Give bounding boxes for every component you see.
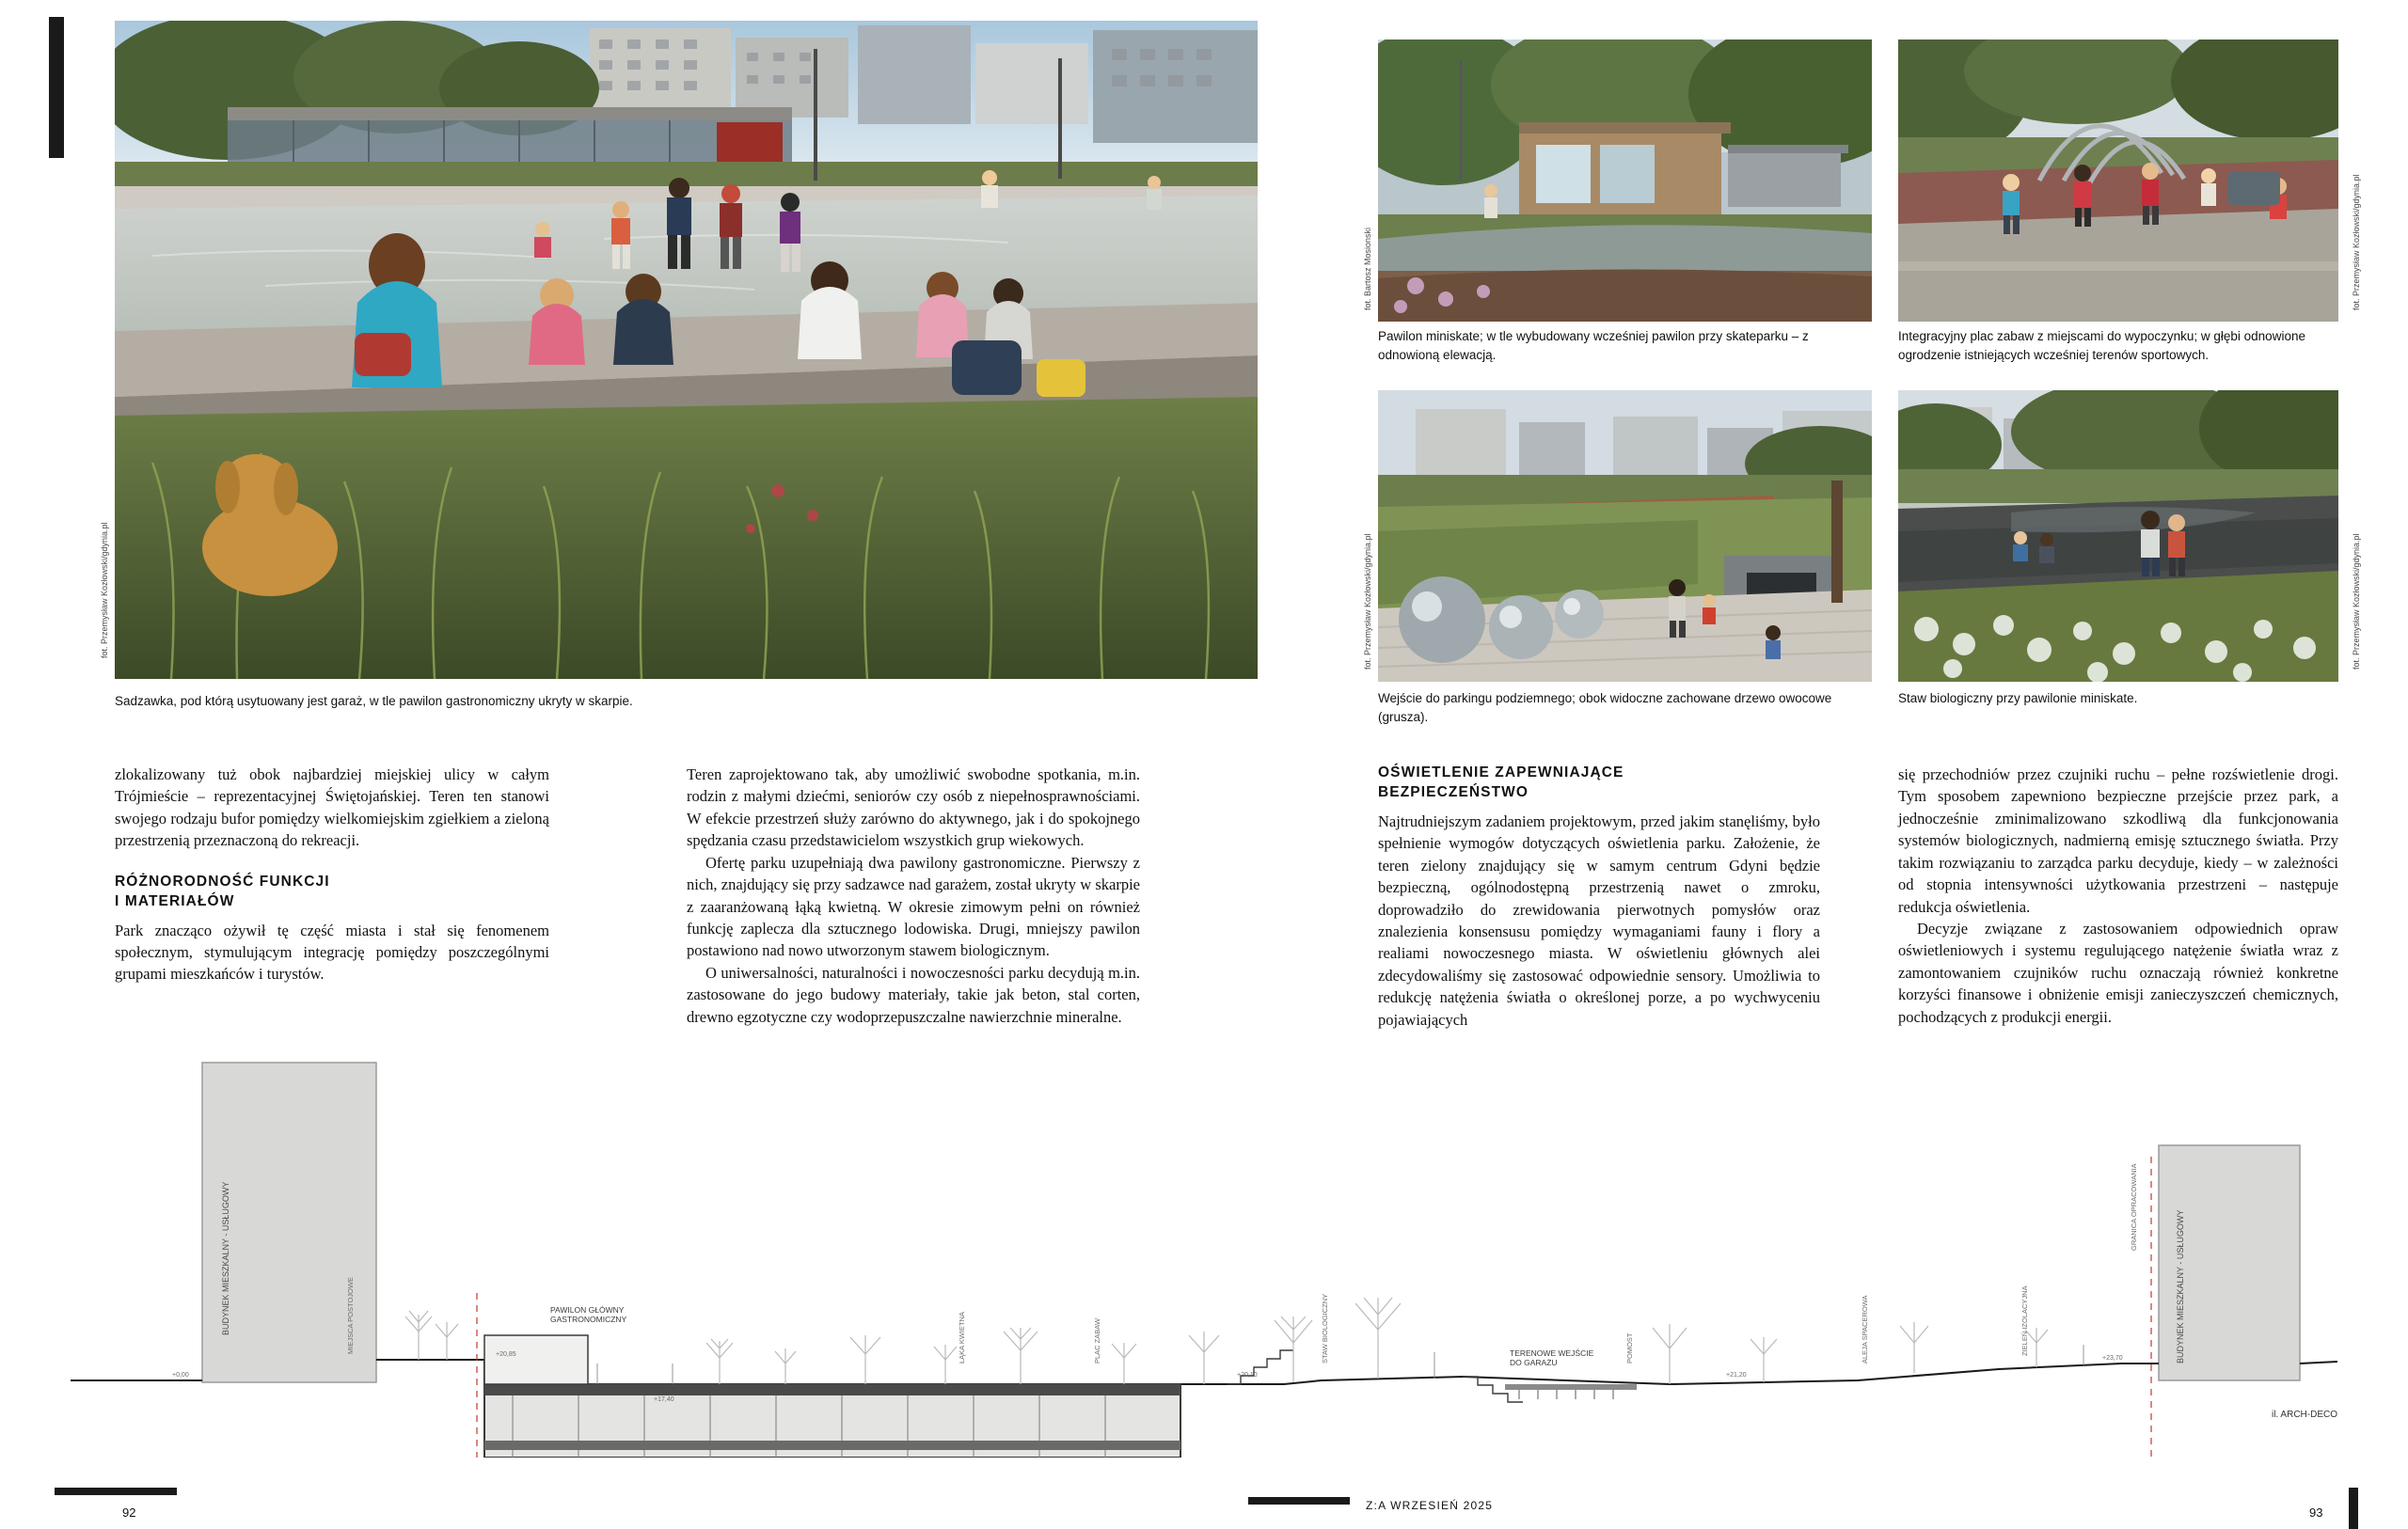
heading-roznorodnosc-l2: I MATERIAŁÓW — [115, 892, 235, 909]
staw-photo-credit: fot. Przemysław Kozłowski/gdynia.pl — [2352, 533, 2361, 670]
page-number-left: 92 — [122, 1505, 136, 1520]
plac-zabaw-photo-caption: Integracyjny plac zabaw z miejscami do wypoczynku; w głębi odnowione ogrodzenie istniejących wcześniej terenów sportowych. — [1898, 329, 2305, 362]
c1-para-2: Park znacząco ożywił tę część miasta i stał się fenomenem społecznym, stymulującym integrację pomiędzy poszczególnymi grupami mieszkańców i turystów. — [115, 921, 549, 984]
spine-label-wrap — [30, 28, 58, 160]
svg-text:+20,10: +20,10 — [1237, 1372, 1258, 1379]
svg-text:BUDYNEK MIESZKALNY - USŁUGOWY: BUDYNEK MIESZKALNY - USŁUGOWY — [221, 1181, 230, 1335]
heading-oswietlenie — [1378, 764, 1820, 803]
wejscie-do-parkingu-photo — [1378, 390, 1872, 682]
sadzawka-photo-credit: fot. Przemysław Kozłowski/gdynia.pl — [100, 522, 109, 658]
svg-text:ZIELEŃ IZOLACYJNA: ZIELEŃ IZOLACYJNA — [2020, 1285, 2029, 1356]
svg-text:+0,00: +0,00 — [172, 1372, 189, 1379]
svg-text:ŁĄKA KWIETNA: ŁĄKA KWIETNA — [958, 1311, 966, 1363]
page-number-right: 93 — [2309, 1505, 2323, 1520]
c2-para-2: Ofertę parku uzupełniają dwa pawilony gastronomiczne. Pierwszy z nich, znajdujący się przy sadzawce nad garażem, został ukryty w skarpie z zaaranżowaną łąką kwietną. W okresie zimowym pełni on również funkcję zaplecza dla sztucznego lodowiska. Drugi, mniejszy pawilon postawiono nad nowo utworzonym stawem biologicznym. — [687, 853, 1140, 960]
c2-para-3: O uniwersalności, naturalności i nowoczesności parku decydują m.in. zastosowane do jego budowy materiały, takie jak beton, stal corten, drewno egzotyczne czy wodoprzepuszczalne nawierzchnie mineralne. — [687, 963, 1140, 1026]
svg-text:ALEJA SPACEROWA: ALEJA SPACEROWA — [1861, 1295, 1869, 1363]
svg-text:+17,40: +17,40 — [654, 1396, 674, 1403]
pawilon-photo-credit: fot. Bartosz Mosionski — [1363, 227, 1372, 310]
c2-para-1: Teren zaprojektowano tak, aby umożliwić swobodne spotkania, m.in. rodzin z małymi dziećmi, seniorów czy osób z niepełnosprawnościami. W efekcie przestrzeń służy zarówno do aktywnego, jak i do spokojnego spędzania czasu przedstawicielom wszystkich grup wiekowych. — [687, 765, 1140, 850]
footer-rule-center — [1248, 1497, 1350, 1505]
svg-text:STAW BIOLOGICZNY: STAW BIOLOGICZNY — [1321, 1293, 1329, 1363]
sadzawka-photo-caption: Sadzawka, pod którą usytuowany jest garaż, w tle pawilon gastronomiczny ukryty w skarpie. — [115, 694, 633, 708]
drawing-credit: il. ARCH-DECO — [2271, 1410, 2337, 1420]
svg-text:BUDYNEK MIESZKALNY - USŁUGOWY: BUDYNEK MIESZKALNY - USŁUGOWY — [2176, 1209, 2185, 1363]
pawilon-miniskate-photo — [1378, 39, 1872, 322]
svg-text:PAWILON GŁÓWNY: PAWILON GŁÓWNY — [550, 1305, 625, 1315]
staw-biologiczny-photo — [1898, 390, 2338, 682]
svg-text:GASTRONOMICZNY: GASTRONOMICZNY — [550, 1315, 627, 1324]
heading-roznorodnosc — [115, 873, 549, 912]
pawilon-photo-caption: Pawilon miniskate; w tle wybudowany wcześniej pawilon przy skateparku – z odnowioną elewacją. — [1378, 329, 1809, 362]
footer-rule-right — [2349, 1488, 2358, 1529]
sadzawka-photo — [115, 21, 1258, 679]
heading-oswietlenie-l1: OŚWIETLENIE ZAPEWNIAJĄCE — [1378, 764, 1624, 780]
parking-photo-caption: Wejście do parkingu podziemnego; obok widoczne zachowane drzewo owocowe (grusza). — [1378, 691, 1832, 724]
plac-zabaw-photo-credit: fot. Przemysław Kozłowski/gdynia.pl — [2352, 174, 2361, 310]
text-column-4 — [1898, 764, 2338, 1028]
c4-para-2: Decyzje związane z zastosowaniem odpowiednich opraw oświetleniowych i systemu regulującego natężenie światła wraz z zamontowaniem czujników ruchu oznaczają również konkretne korzyści finansowe i obniżenie emisji zanieczyszczeń chemicznych, pochodzących z produkcji energii. — [1898, 919, 2338, 1026]
c3-para-1: Najtrudniejszym zadaniem projektowym, przed jakim stanęliśmy, było spełnienie wymogów dotyczących oświetlenia parku. Założenie, że teren zielony znajdujący się w samym centrum Gdyni będzie bezpieczną, ogólnodostępną przestrzenią nawet o zmroku, doprowadziło do zrewidowania pierwotnych pomysłów oraz znalezienia konsensusu pomiędzy wymaganiami fauny i flory a realiami nowoczesnego miasta. W oświetleniu głównych alei zdecydowaliśmy się zastosować odpowiednie sensory. Umożliwia to redukcję natężenia światła o określonej porze, a po wychwyceniu pojawiających — [1378, 812, 1820, 1029]
architectural-section-drawing — [71, 1053, 2337, 1458]
text-column-2 — [687, 764, 1140, 1028]
staw-photo-caption: Staw biologiczny przy pawilonie miniskate. — [1898, 691, 2138, 705]
plac-zabaw-photo — [1898, 39, 2338, 322]
spine-label: REGENERACJA — [30, 32, 41, 130]
svg-text:+20,85: +20,85 — [496, 1351, 516, 1358]
svg-text:TERENOWE WEJŚCIE: TERENOWE WEJŚCIE — [1510, 1348, 1594, 1358]
svg-text:GRANICA OPRACOWANIA: GRANICA OPRACOWANIA — [2130, 1163, 2138, 1251]
svg-text:MIEJSCA POSTOJOWE: MIEJSCA POSTOJOWE — [346, 1277, 355, 1354]
svg-text:+23,70: +23,70 — [2102, 1355, 2123, 1362]
heading-oswietlenie-l2: BEZPIECZEŃSTWO — [1378, 783, 1529, 800]
c4-para-1: się przechodniów przez czujniki ruchu – pełne rozświetlenie drogi. Tym sposobem zapewniono bezpieczne przejście przez park, a jednocześnie zminimalizowano szkodliwą dla funkcjonowania systemów biologicznych, nadmierną emisję sztucznego światła. Przy takim rozwiązaniu to zarządca parku decyduje, kiedy – w zależności od stopnia intensywności użytkowania przestrzeni – następuje redukcja oświetlenia. — [1898, 765, 2338, 916]
svg-text:+21,20: +21,20 — [1726, 1372, 1747, 1379]
svg-text:PLAC ZABAW: PLAC ZABAW — [1093, 1317, 1101, 1363]
heading-roznorodnosc-l1: RÓŻNORODNOŚĆ FUNKCJI — [115, 873, 330, 890]
c1-para-1: zlokalizowany tuż obok najbardziej miejskiej ulicy w całym Trójmieście – reprezentacyjnej Świętojańskiej. Teren ten stanowi swojego rodzaju bufor pomiędzy wielkomiejskim zgiełkiem a zieloną przestrzenią przeznaczoną do rekreacji. — [115, 765, 549, 850]
svg-text:DO GARAŻU: DO GARAŻU — [1510, 1358, 1558, 1367]
parking-photo-credit: fot. Przemysław Kozłowski/gdynia.pl — [1363, 533, 1372, 670]
footer-rule-left — [55, 1488, 177, 1495]
text-column-3 — [1378, 764, 1820, 1031]
issue-label: Z:A WRZESIEŃ 2025 — [1366, 1499, 1494, 1512]
svg-text:POMOSТ: POMOSТ — [1625, 1332, 1634, 1363]
text-column-1 — [115, 764, 549, 985]
